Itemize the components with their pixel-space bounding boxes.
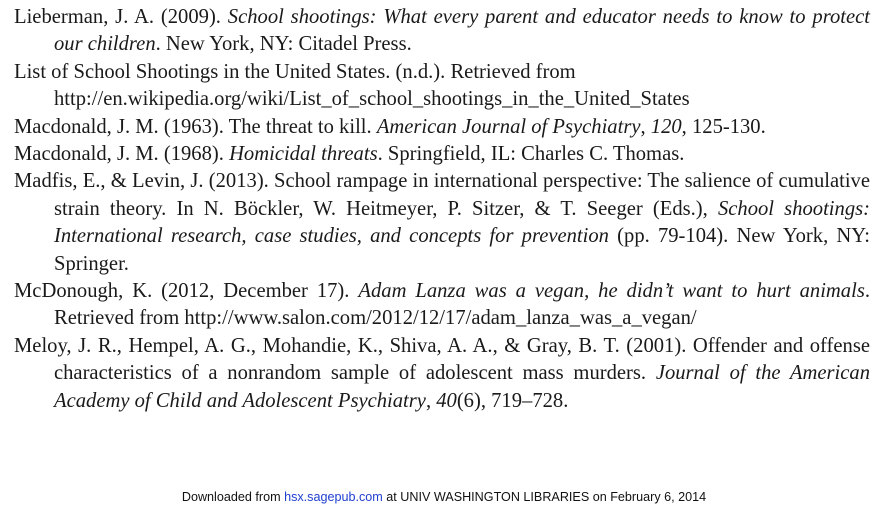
reference-madfis-levin-2013	[14, 168, 870, 278]
reference-publisher: (pp. 79-104). New York, NY: Springer.	[54, 225, 871, 275]
reference-authors: Macdonald, J. M. (1963). The threat to kill.	[14, 115, 377, 138]
reference-mcdonough-2012	[14, 278, 870, 333]
reference-volume: 40	[436, 389, 457, 412]
reference-title: Adam Lanza was a vegan, he didn’t want to hurt animals	[358, 280, 865, 303]
download-footer	[0, 490, 888, 504]
reference-title: Homicidal threats	[229, 143, 378, 166]
reference-volume: 120	[650, 115, 682, 138]
reference-journal: Journal of the American Academy of Child and Adolescent Psychiatry	[54, 362, 870, 412]
reference-pages: , 125-130.	[681, 115, 766, 138]
reference-publisher: . New York, NY: Citadel Press.	[155, 33, 412, 56]
reference-text: List of School Shootings in the United States. (n.d.). Retrieved from http://en.wikipedia.org/wiki/List_of_school_shootings_in_the_United_States	[14, 60, 690, 111]
reference-meloy-2001	[14, 333, 870, 415]
reference-authors: Macdonald, J. M. (1968).	[14, 143, 230, 166]
reference-list-of-school-shootings	[14, 59, 870, 114]
reference-url: . Retrieved from http://www.salon.com/2012/12/17/adam_lanza_was_a_vegan/	[54, 280, 870, 330]
reference-journal: American Journal of Psychiatry	[376, 115, 641, 138]
footer-prefix: Downloaded from	[181, 490, 285, 504]
reference-macdonald-1968	[14, 141, 870, 168]
footer-suffix: at UNIV WASHINGTON LIBRARIES on February 6, 2014	[382, 490, 707, 504]
reference-authors: McDonough, K. (2012, December 17).	[14, 280, 359, 303]
reference-separator: ,	[640, 115, 651, 138]
reference-authors: Lieberman, J. A. (2009).	[14, 6, 228, 28]
reference-title: School shootings: What every parent and educator needs to know to protect our children	[54, 6, 870, 56]
reference-authors: Meloy, J. R., Hempel, A. G., Mohandie, K., Shiva, A. A., & Gray, B. T. (2001). Offender and offense characteristics of a nonrandom sample of adolescent mass murders.	[14, 334, 870, 385]
reference-authors: Madfis, E., & Levin, J. (2013). School rampage in international perspective: The salience of cumulative strain theory. In N. Böckler, W. Heitmeyer, P. Sitzer, & T. Seeger (Eds.),	[14, 170, 870, 220]
reference-pages: (6), 719–728.	[456, 389, 569, 412]
reference-separator: ,	[425, 389, 437, 412]
reference-list	[14, 4, 870, 415]
reference-publisher: . Springfield, IL: Charles C. Thomas.	[377, 143, 685, 166]
footer-link[interactable]: hsx.sagepub.com	[284, 490, 383, 504]
reference-macdonald-1963	[14, 114, 870, 141]
reference-lieberman-2009	[14, 4, 870, 59]
reference-title: School shootings: International research, case studies, and concepts for prevention	[54, 197, 870, 248]
